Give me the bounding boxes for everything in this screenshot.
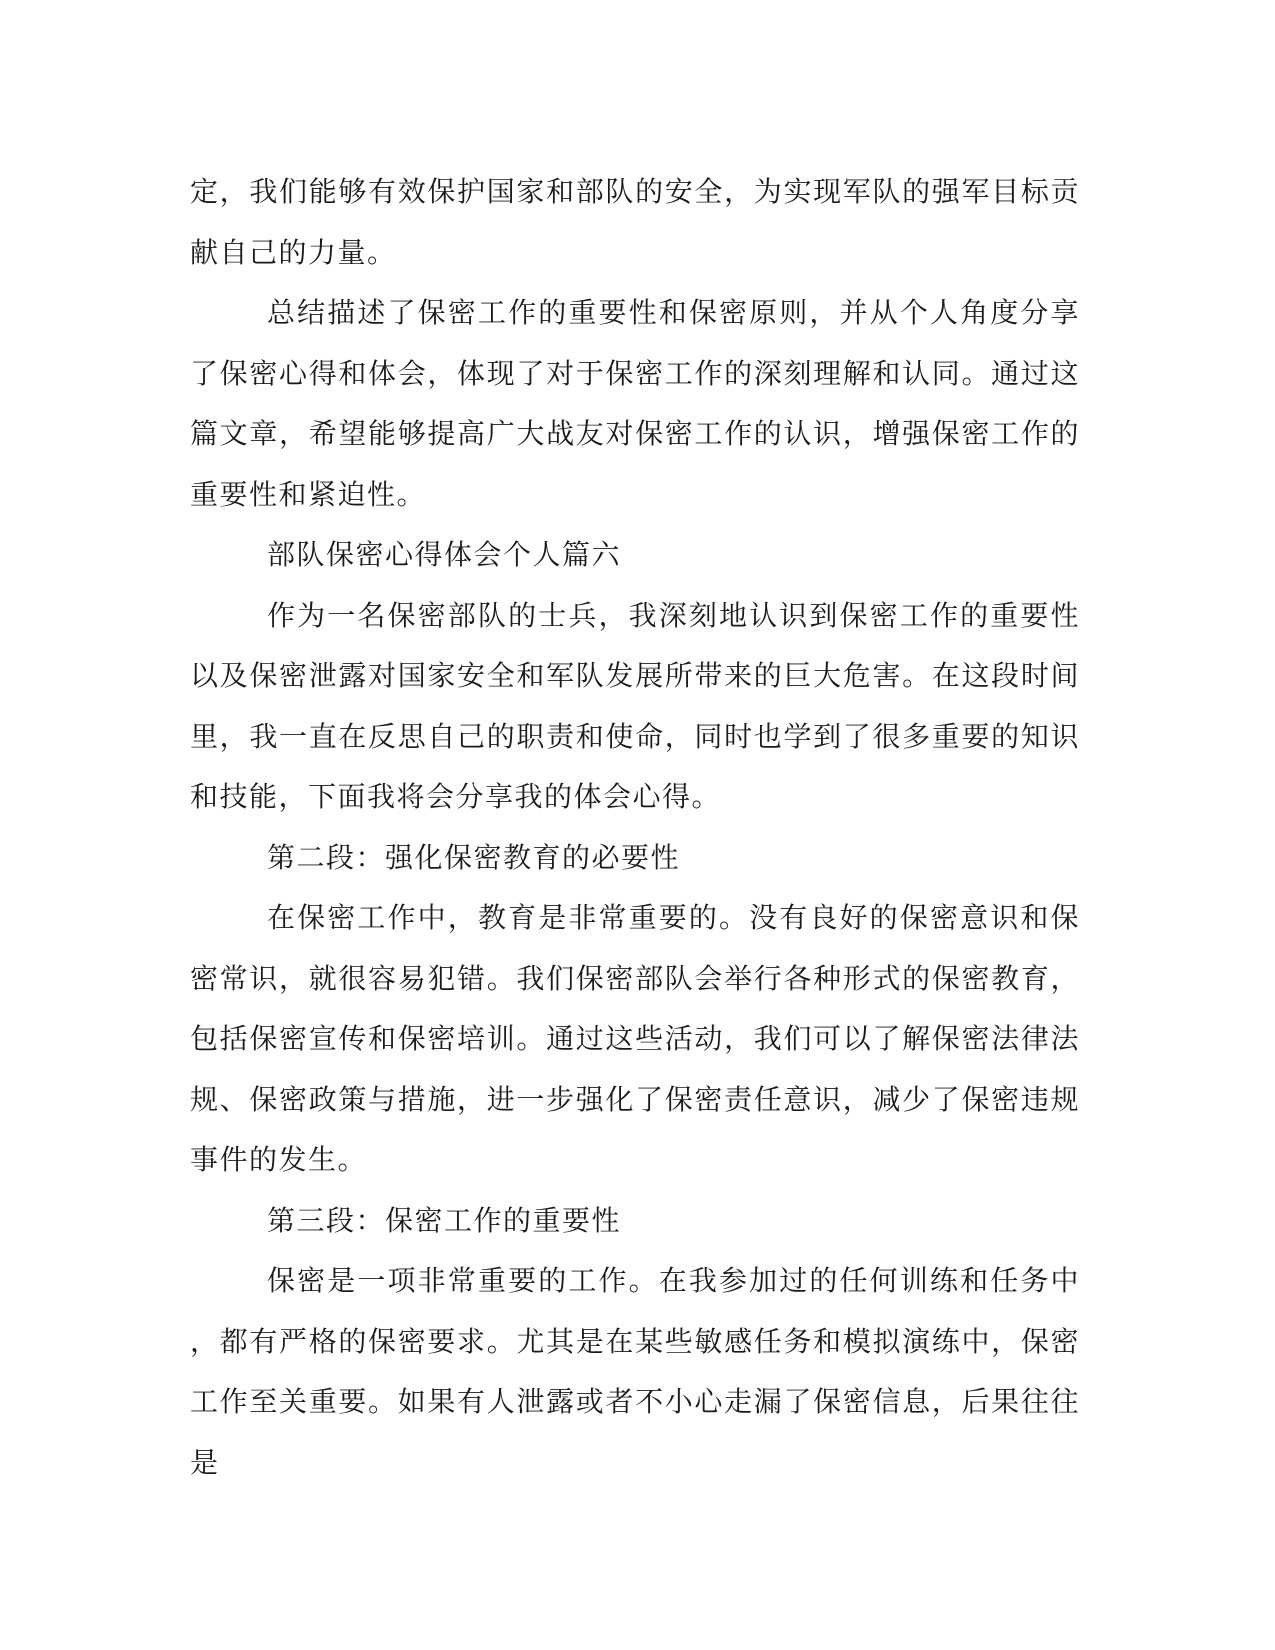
paragraph-summary: 总结描述了保密工作的重要性和保密原则，并从个人角度分享了保密心得和体会，体现了对于保密工作的深刻理解和认同。通过这篇文章，希望能够提高广大战友对保密工作的认识，增强保密工作的重要性和紧迫性。 bbox=[190, 296, 1080, 511]
section-heading-second: 第二段：强化保密教育的必要性 bbox=[267, 840, 681, 874]
section-heading-third: 第三段：保密工作的重要性 bbox=[267, 1203, 622, 1237]
paragraph-importance: 保密是一项非常重要的工作。在我参加过的任何训练和任务中，都有严格的保密要求。尤其是在某些敏感任务和模拟演练中，保密工作至关重要。如果有人泄露或者不小心走漏了保密信息，后果往往是 bbox=[190, 1264, 1080, 1479]
document-body bbox=[190, 162, 1080, 1493]
paragraph-continuation: 定，我们能够有效保护国家和部队的安全，为实现军队的强军目标贡献自己的力量。 bbox=[190, 175, 1080, 269]
section-heading-part-six: 部队保密心得体会个人篇六 bbox=[267, 538, 622, 571]
paragraph-intro: 作为一名保密部队的士兵，我深刻地认识到保密工作的重要性以及保密泄露对国家安全和军队发展所带来的巨大危害。在这段时间里，我一直在反思自己的职责和使命，同时也学到了很多重要的知识和技能，下面我将会分享我的体会心得。 bbox=[190, 598, 1080, 813]
paragraph-education: 在保密工作中，教育是非常重要的。没有良好的保密意识和保密常识，就很容易犯错。我们保密部队会举行各种形式的保密教育，包括保密宣传和保密培训。通过这些活动，我们可以了解保密法律法规、保密政策与措施，进一步强化了保密责任意识，减少了保密违规事件的发生。 bbox=[190, 901, 1080, 1176]
